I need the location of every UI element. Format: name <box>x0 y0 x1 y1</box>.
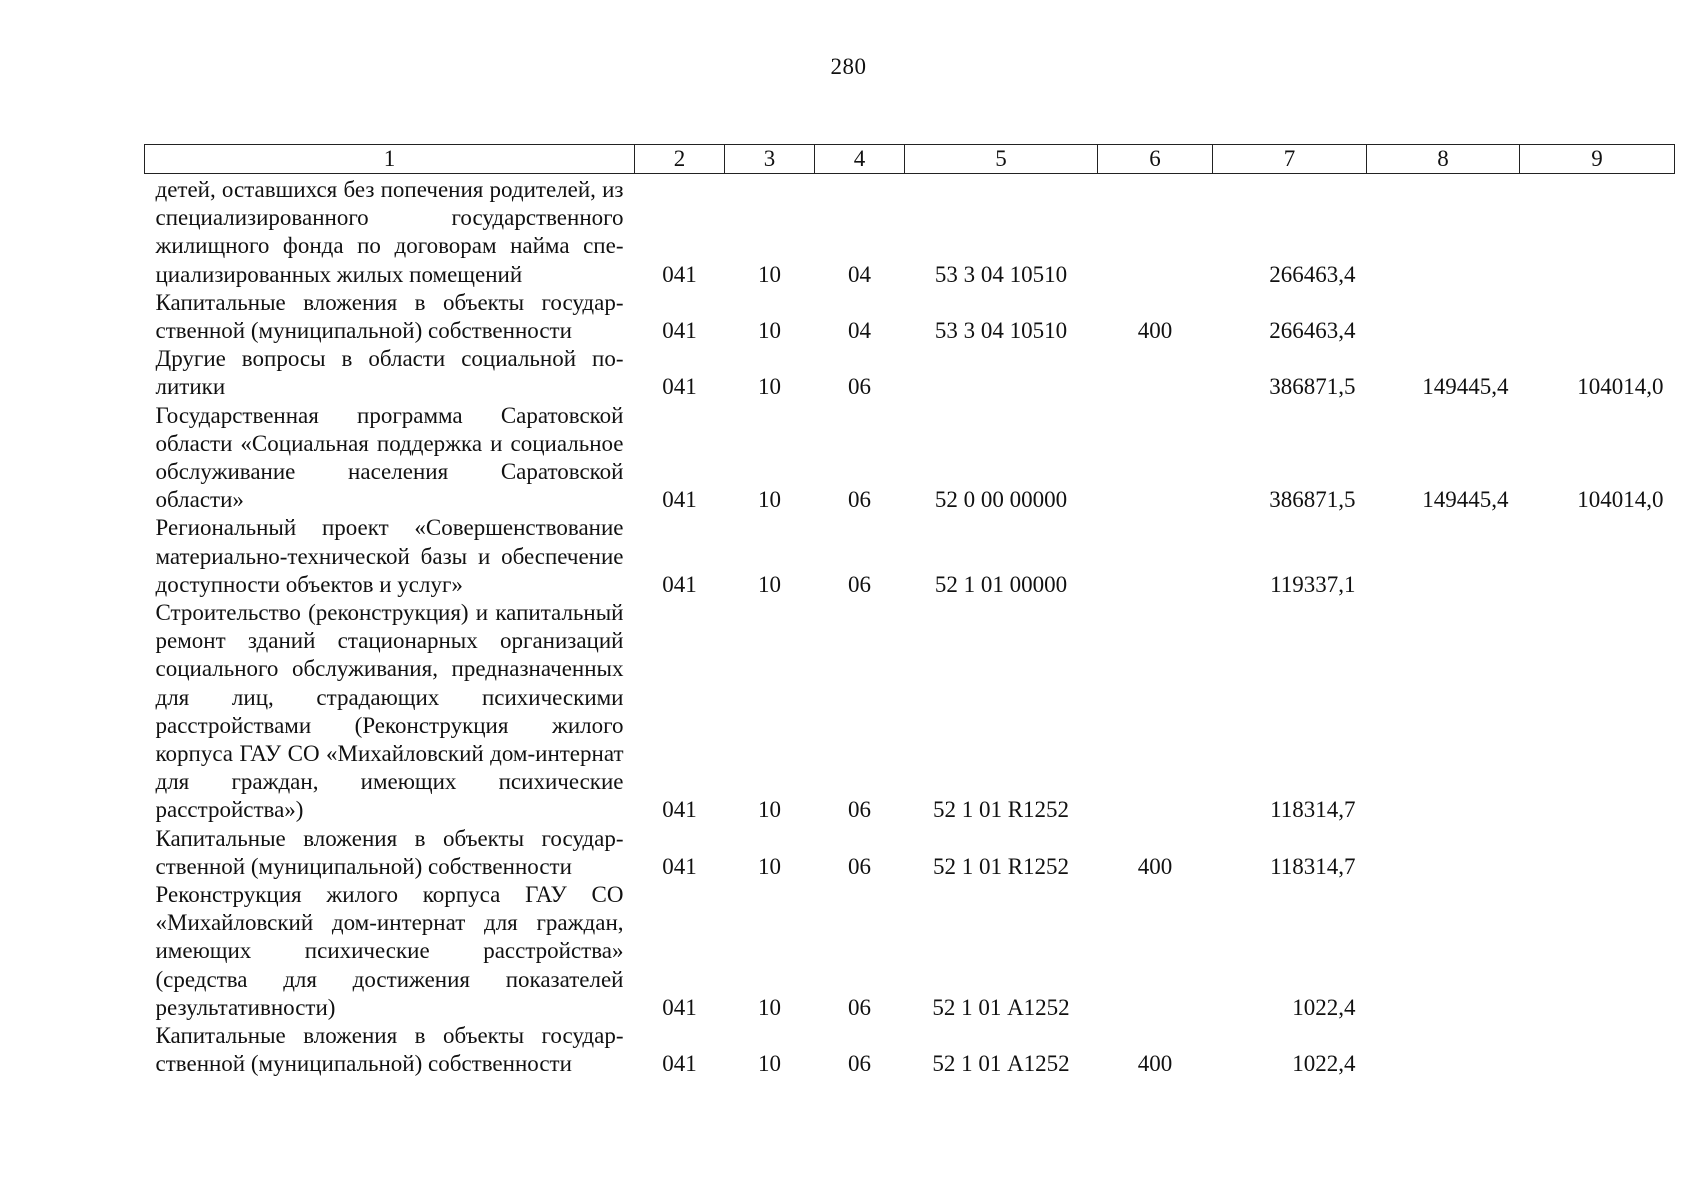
cell-amount-1: 266463,4 <box>1269 318 1356 344</box>
table-row <box>145 881 1675 1022</box>
cell-amount-1: 1022,4 <box>1292 1051 1356 1077</box>
cell-amount-3: 104014,0 <box>1577 374 1664 400</box>
page-number: 280 <box>830 54 867 79</box>
column-header: 6 <box>1098 145 1213 174</box>
cell-amount-1: 119337,1 <box>1270 571 1356 597</box>
cell-amount-2 <box>1367 825 1520 881</box>
cell-amount-3: 104014,0 <box>1577 487 1664 513</box>
row-description: детей, оставшихся без попечения родителей, из специализированного государственного жилищного фонда по договорам найма специализированных жилых помещений <box>155 177 624 287</box>
cell-expense-type: 400 <box>1137 1051 1173 1077</box>
table-row <box>145 599 1675 825</box>
cell-expense-type <box>1098 345 1213 401</box>
cell-expense-type: 400 <box>1137 318 1173 344</box>
cell-amount-3 <box>1520 174 1675 289</box>
cell-expense-type <box>1098 599 1213 825</box>
cell-expense-type <box>1098 402 1213 515</box>
column-header: 8 <box>1367 145 1520 174</box>
cell-subsection-code: 06 <box>848 994 871 1020</box>
cell-target-article: 52 1 01 00000 <box>934 571 1068 597</box>
cell-target-article: 53 3 04 10510 <box>934 261 1068 287</box>
cell-amount-1: 1022,4 <box>1292 994 1356 1020</box>
cell-section-code: 10 <box>758 261 781 287</box>
cell-section-code: 10 <box>758 797 781 823</box>
row-description: Строительство (реконструкция) и капитальный ремонт зданий стационарных организаций социального обслуживания, предназначенных для лиц, страдающих психическими расстройствами (Реконструкция жилого корпуса ГАУ СО «Михайловский дом-интернат для граждан, имеющих психические расстройства») <box>155 600 624 823</box>
column-header: 1 <box>145 145 635 174</box>
cell-subsection-code: 06 <box>848 797 871 823</box>
cell-amount-2 <box>1367 881 1520 1022</box>
table-row <box>145 402 1675 515</box>
cell-amount-2 <box>1367 1022 1520 1078</box>
cell-target-article <box>905 345 1098 401</box>
cell-subsection-code: 06 <box>848 571 871 597</box>
cell-expense-type: 400 <box>1137 853 1173 879</box>
cell-ministry-code: 041 <box>662 374 697 400</box>
cell-amount-1: 386871,5 <box>1269 374 1356 400</box>
cell-amount-3 <box>1520 1022 1675 1078</box>
row-description: Капитальные вложения в объекты государственной (муниципальной) собственности <box>155 289 624 344</box>
budget-table <box>144 144 1675 1079</box>
cell-section-code: 10 <box>758 374 781 400</box>
cell-expense-type <box>1098 514 1213 599</box>
cell-expense-type <box>1098 881 1213 1022</box>
table-row <box>145 174 1675 289</box>
column-header: 7 <box>1213 145 1367 174</box>
cell-subsection-code: 04 <box>848 318 871 344</box>
cell-target-article: 53 3 04 10510 <box>934 318 1068 344</box>
cell-amount-2: 149445,4 <box>1422 487 1509 513</box>
cell-ministry-code: 041 <box>662 318 697 344</box>
cell-ministry-code: 041 <box>662 994 697 1020</box>
cell-amount-3 <box>1520 881 1675 1022</box>
table-header-row <box>145 145 1675 174</box>
cell-subsection-code: 06 <box>848 487 871 513</box>
cell-ministry-code: 041 <box>662 853 697 879</box>
cell-subsection-code: 06 <box>848 1051 871 1077</box>
cell-ministry-code: 041 <box>662 797 697 823</box>
cell-subsection-code: 06 <box>848 853 871 879</box>
column-header: 3 <box>725 145 815 174</box>
cell-target-article: 52 1 01 А1252 <box>932 994 1070 1020</box>
cell-ministry-code: 041 <box>662 571 697 597</box>
row-description: Региональный проект «Совершенствование материально-технической базы и обеспечение доступности объектов и услуг» <box>155 515 624 597</box>
cell-ministry-code: 041 <box>662 487 697 513</box>
row-description: Реконструкция жилого корпуса ГАУ СО «Михайловский дом-интернат для граждан, имеющих психические расстройства» (средства для достижения показателей результативности) <box>155 882 624 1020</box>
cell-amount-2 <box>1367 174 1520 289</box>
cell-section-code: 10 <box>758 994 781 1020</box>
table-row <box>145 1022 1675 1078</box>
table-row <box>145 825 1675 881</box>
cell-section-code: 10 <box>758 853 781 879</box>
cell-amount-3 <box>1520 289 1675 345</box>
cell-ministry-code: 041 <box>662 1051 697 1077</box>
cell-amount-3 <box>1520 514 1675 599</box>
cell-amount-1: 118314,7 <box>1270 853 1356 879</box>
column-header: 9 <box>1520 145 1675 174</box>
table-body <box>145 174 1675 1079</box>
cell-section-code: 10 <box>758 571 781 597</box>
cell-expense-type <box>1098 174 1213 289</box>
cell-target-article: 52 1 01 R1252 <box>932 853 1070 879</box>
cell-amount-2 <box>1367 289 1520 345</box>
cell-amount-2: 149445,4 <box>1422 374 1509 400</box>
column-header: 5 <box>905 145 1098 174</box>
cell-section-code: 10 <box>758 487 781 513</box>
row-description: Капитальные вложения в объекты государственной (муниципальной) собственности <box>155 825 624 879</box>
cell-subsection-code: 06 <box>848 374 871 400</box>
row-description: Капитальные вложения в объекты государственной (муниципальной) собственности <box>155 1023 624 1077</box>
table-row <box>145 289 1675 345</box>
column-header: 2 <box>635 145 725 174</box>
cell-amount-3 <box>1520 599 1675 825</box>
cell-amount-3 <box>1520 825 1675 881</box>
table-row <box>145 345 1675 401</box>
column-header: 4 <box>815 145 905 174</box>
cell-target-article: 52 1 01 А1252 <box>932 1051 1070 1077</box>
cell-section-code: 10 <box>758 1051 781 1077</box>
cell-amount-2 <box>1367 599 1520 825</box>
cell-amount-1: 266463,4 <box>1269 261 1356 287</box>
cell-amount-2 <box>1367 514 1520 599</box>
cell-ministry-code: 041 <box>662 261 697 287</box>
cell-target-article: 52 1 01 R1252 <box>932 797 1070 823</box>
cell-subsection-code: 04 <box>848 261 871 287</box>
row-description: Другие вопросы в области социальной политики <box>155 346 624 400</box>
cell-amount-1: 118314,7 <box>1270 797 1356 823</box>
row-description: Государственная программа Саратовской области «Социальная поддержка и социальное обслуживание населения Саратовской области» <box>155 402 624 513</box>
cell-target-article: 52 0 00 00000 <box>934 487 1068 513</box>
table-row <box>145 514 1675 599</box>
cell-amount-1: 386871,5 <box>1269 487 1356 513</box>
cell-section-code: 10 <box>758 318 781 344</box>
